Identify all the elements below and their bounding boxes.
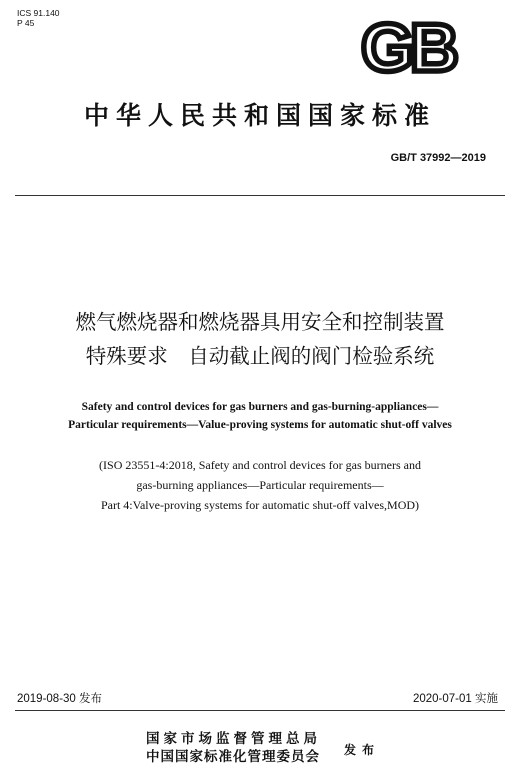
issuer-samr: 国家市场监督管理总局: [146, 731, 321, 747]
english-title-line2: Particular requirements—Value-proving systems for automatic shut-off valves: [68, 419, 452, 431]
publish-date: 2019-08-30 发布: [17, 693, 103, 705]
iso-reference-line1: (ISO 23551-4:2018, Safety and control devices for gas burners and: [99, 458, 421, 472]
iso-reference-line3: Part 4:Valve-proving systems for automatic shut-off valves,MOD): [100, 498, 420, 512]
issuing-authorities: [146, 730, 321, 766]
issue-label: 发布: [344, 743, 381, 757]
standard-number: GB/T 37992—2019: [390, 152, 486, 164]
top-divider: [15, 195, 505, 196]
iso-reference-line2: gas-burning appliances—Particular requirements—: [136, 478, 384, 492]
ccs-code: P 45: [17, 18, 35, 28]
implement-date: 2020-07-01 实施: [412, 693, 498, 705]
gb-logo: [352, 16, 464, 78]
bottom-divider: [15, 710, 505, 711]
english-title-line1: Safety and control devices for gas burners and gas-burning-appliances—: [81, 401, 439, 413]
ics-code: ICS 91.140: [17, 8, 60, 18]
issuer-sac: 中国国家标准化管理委员会: [146, 749, 320, 765]
chinese-title-line2: 特殊要求 自动截止阀的阀门检验系统: [85, 344, 435, 368]
classification-codes: [17, 8, 60, 28]
chinese-title-line1: 燃气燃烧器和燃烧器具用安全和控制装置: [75, 310, 445, 334]
standard-type-title: 中华人民共和国国家标准: [83, 101, 436, 130]
gb-logo-text: GB: [361, 16, 455, 78]
